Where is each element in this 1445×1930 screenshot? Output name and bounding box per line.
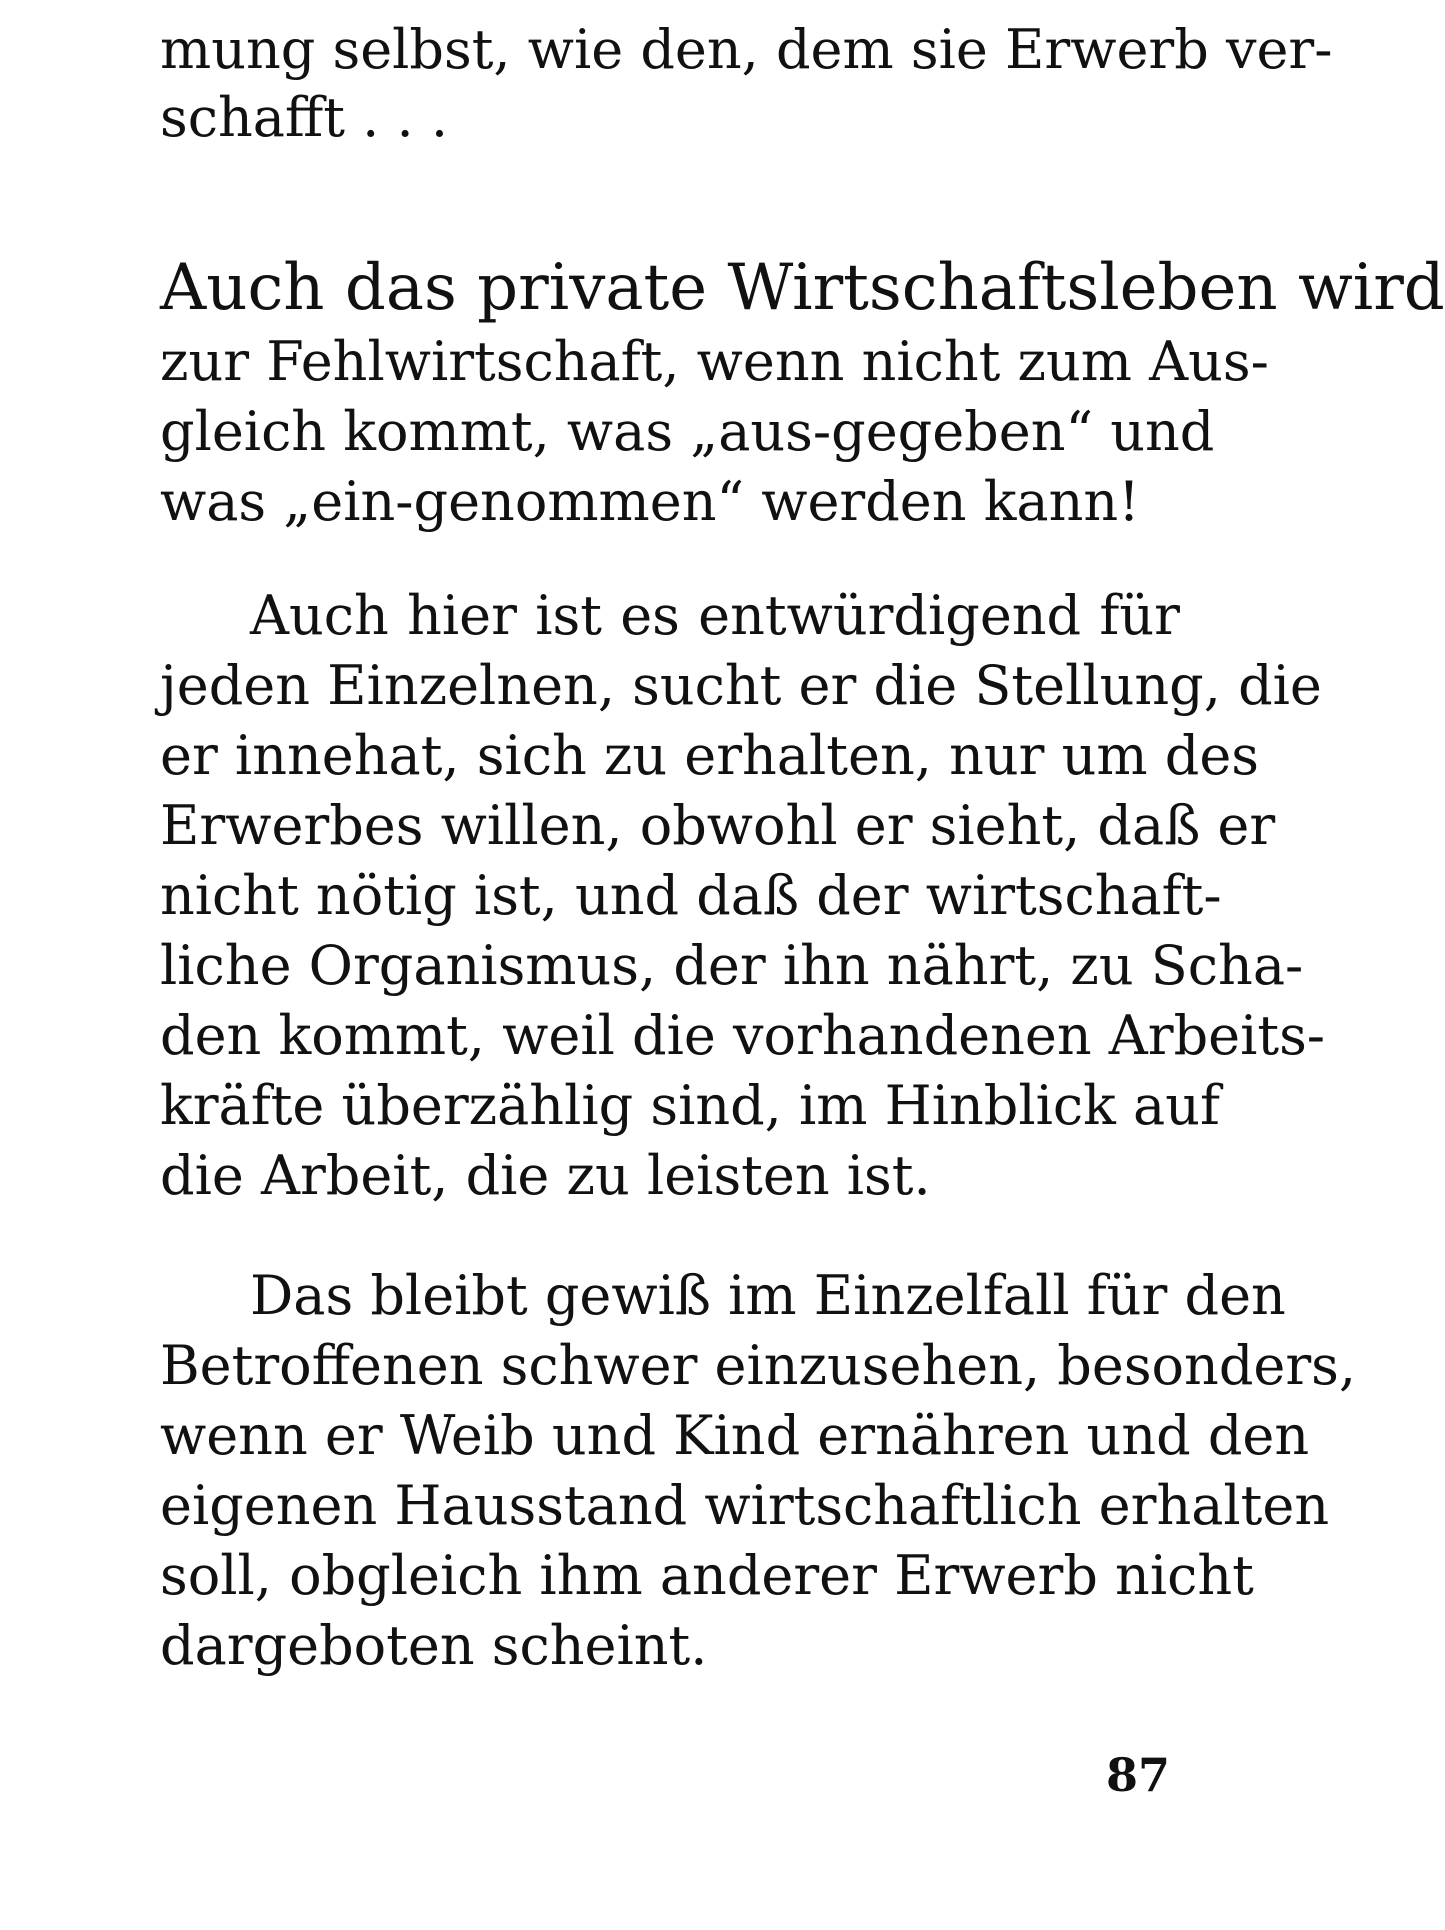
page-number: 87 [1105,1748,1170,1802]
paragraph-first-line: Auch das private Wirtschaftsleben wird [160,251,1445,325]
paragraph-first-line: Das bleibt gewiß im Einzelfall für den [250,1264,1286,1327]
text-line: nicht nötig ist, und daß der wirtschaft- [160,864,1222,927]
text-line: eigenen Hausstand wirtschaftlich erhalten [160,1474,1330,1537]
text-line: die Arbeit, die zu leisten ist. [160,1144,931,1207]
text-line: mung selbst, wie den, dem sie Erwerb ver- [160,18,1333,81]
text-line: Erwerbes willen, obwohl er sieht, daß er [160,794,1276,857]
text-line: wenn er Weib und Kind ernähren und den [160,1404,1310,1467]
text-line: den kommt, weil die vorhandenen Arbeits- [160,1004,1326,1067]
text-line: dargeboten scheint. [160,1614,708,1677]
text-line: soll, obgleich ihm anderer Erwerb nicht [160,1544,1254,1607]
text-line: zur Fehlwirtschaft, wenn nicht zum Aus- [160,330,1269,393]
text-line: er innehat, sich zu erhalten, nur um des [160,724,1259,787]
text-line: Betroffenen schwer einzusehen, besonders, [160,1334,1357,1397]
text-line: kräfte überzählig sind, im Hinblick auf [160,1074,1220,1137]
text-line: was „ein-genommen“ werden kann! [160,470,1140,533]
text-line: liche Organismus, der ihn nährt, zu Scha- [160,934,1304,997]
text-line: schafft . . . [160,86,448,149]
text-line: jeden Einzelnen, sucht er die Stellung, die [160,654,1322,717]
paragraph-first-line: Auch hier ist es entwürdigend für [250,584,1180,647]
text-line: gleich kommt, was „aus-gegeben“ und [160,400,1215,463]
